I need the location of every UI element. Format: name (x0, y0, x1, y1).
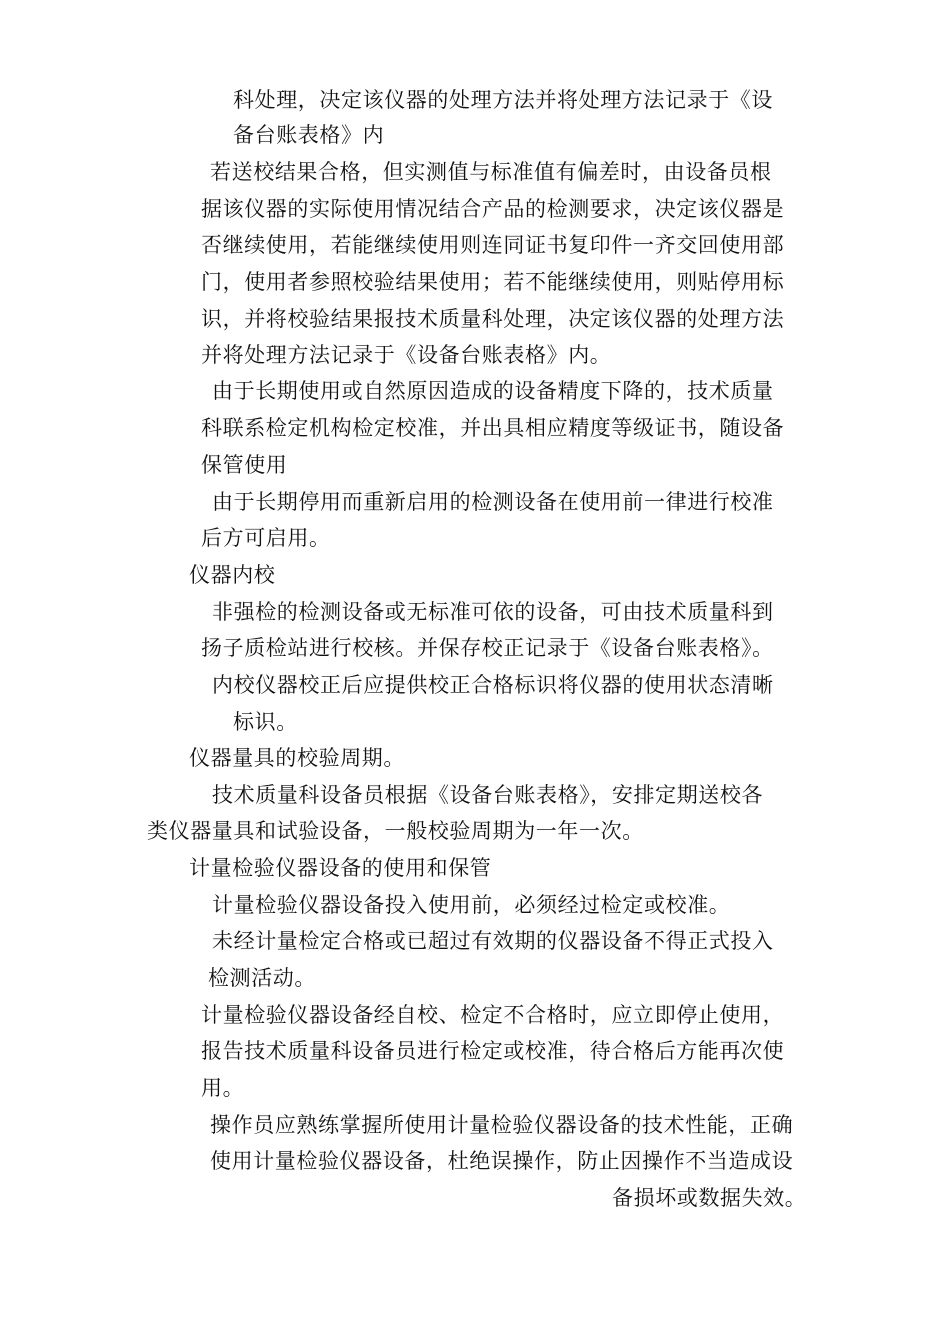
section-heading: 仪器内校 (189, 563, 276, 587)
text-line: 操作员应熟练掌握所使用计量检验仪器设备的技术性能，正确 (210, 1113, 794, 1137)
text-line: 据该仪器的实际使用情况结合产品的检测要求，决定该仪器是 (201, 197, 785, 221)
text-line: 由于长期使用或自然原因造成的设备精度下降的，技术质量 (212, 379, 774, 403)
text-line: 并将处理方法记录于《设备台账表格》内。 (201, 343, 612, 367)
text-line: 内校仪器校正后应提供校正合格标识将仪器的使用状态清晰 (212, 673, 774, 697)
text-line: 科联系检定机构检定校准，并出具相应精度等级证书，随设备 (201, 416, 785, 440)
text-line: 保管使用 (201, 453, 288, 477)
text-line: 若送校结果合格，但实测值与标准值有偏差时，由设备员根 (210, 160, 772, 184)
text-line: 备台账表格》内 (233, 123, 385, 147)
text-line: 否继续使用，若能继续使用则连同证书复印件一齐交回使用部 (201, 233, 785, 257)
text-line: 门，使用者参照校验结果使用；若不能继续使用，则贴停用标 (201, 270, 785, 294)
text-line: 技术质量科设备员根据《设备台账表格》，安排定期送校各 (212, 783, 764, 807)
text-line: 检测活动。 (208, 966, 316, 990)
text-line: 科处理，决定该仪器的处理方法并将处理方法记录于《设 (233, 88, 773, 112)
text-line: 计量检验仪器设备经自校、检定不合格时，应立即停止使用， (201, 1003, 785, 1027)
text-line: 未经计量检定合格或已超过有效期的仪器设备不得正式投入 (212, 929, 774, 953)
section-heading: 仪器量具的校验周期。 (189, 746, 405, 770)
text-line: 计量检验仪器设备投入使用前，必须经过检定或校准。 (212, 893, 731, 917)
text-line: 由于长期停用而重新启用的检测设备在使用前一律进行校准 (212, 490, 774, 514)
text-line: 备损坏或数据失效。 (612, 1186, 807, 1210)
text-line: 报告技术质量科设备员进行检定或校准，待合格后方能再次使 (201, 1039, 785, 1063)
text-line: 非强检的检测设备或无标准可依的设备，可由技术质量科到 (212, 600, 774, 624)
section-heading: 计量检验仪器设备的使用和保管 (189, 856, 492, 880)
text-line: 类仪器量具和试验设备，一般校验周期为一年一次。 (147, 819, 644, 843)
text-line: 标识。 (233, 710, 298, 734)
text-line: 用。 (201, 1076, 245, 1100)
text-line: 后方可启用。 (201, 526, 331, 550)
text-line: 扬子质检站进行校核。并保存校正记录于《设备台账表格》。 (201, 636, 774, 660)
text-line: 使用计量检验仪器设备，杜绝误操作，防止因操作不当造成设 (210, 1149, 794, 1173)
text-line: 识，并将校验结果报技术质量科处理，决定该仪器的处理方法 (201, 307, 785, 331)
